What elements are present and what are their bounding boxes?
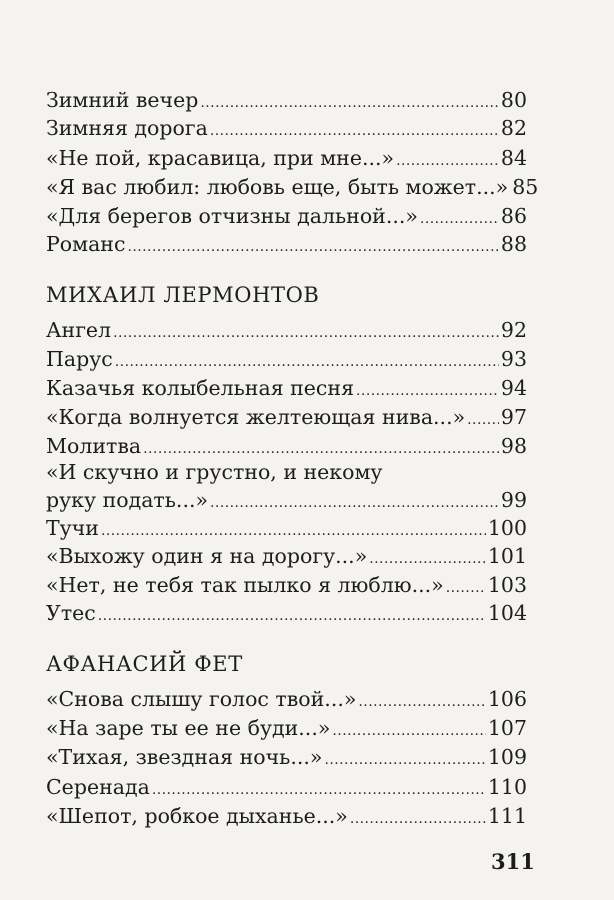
toc-entry-page: 93	[500, 347, 527, 371]
toc-entry	[46, 115, 527, 144]
dot-leader	[396, 148, 499, 174]
dot-leader	[446, 575, 486, 601]
toc-entry-title: Ангел	[46, 318, 112, 342]
toc-entry	[46, 145, 527, 174]
toc-entry-title: «Тихая, звездная ночь...»	[46, 745, 323, 769]
dot-leader	[127, 234, 498, 260]
toc-entry	[46, 433, 527, 462]
toc-entry	[46, 572, 527, 601]
toc-entry-page: 84	[500, 146, 527, 170]
toc-entry	[46, 744, 527, 773]
toc-entry-title: Романс	[46, 232, 126, 256]
toc-entry-title: Утес	[46, 601, 96, 625]
toc-entry-title: «Я вас любил: любовь еще, быть может...»	[46, 175, 509, 199]
dot-leader	[113, 320, 499, 346]
toc-entry-page: 92	[500, 318, 527, 342]
toc-entry-title-line2: руку подать...»	[46, 488, 209, 512]
dot-leader	[98, 603, 486, 629]
toc-entry	[46, 174, 539, 203]
toc-entry-title: Тучи	[46, 516, 99, 540]
toc-entry-page: 111	[487, 804, 527, 828]
toc-entry	[46, 543, 527, 572]
dot-leader	[467, 407, 499, 433]
toc-entry-page: 80	[500, 88, 527, 112]
toc-entry-title: «Для берегов отчизны дальной...»	[46, 204, 418, 228]
toc-entry	[46, 346, 527, 375]
toc-entry	[46, 515, 527, 544]
dot-leader	[101, 518, 486, 544]
dot-leader	[420, 206, 499, 232]
toc-entry	[46, 375, 527, 404]
toc-entry	[46, 231, 527, 260]
toc-entry	[46, 774, 527, 803]
toc-entry-title: «Снова слышу голос твой...»	[46, 687, 357, 711]
toc-entry	[46, 686, 527, 715]
section-heading-fet: АФАНАСИЙ ФЕТ	[46, 652, 243, 676]
toc-entry	[46, 715, 527, 744]
toc-entry	[46, 87, 527, 116]
toc-entry-page: 82	[500, 116, 527, 140]
toc-entry-page: 99	[500, 488, 527, 512]
toc-entry-title: Парус	[46, 347, 113, 371]
dot-leader	[152, 777, 486, 803]
toc-entry-page: 104	[487, 601, 527, 625]
dot-leader	[324, 747, 485, 773]
dot-leader	[332, 718, 485, 744]
toc-entry-title: «Нет, не тебя так пылко я люблю...»	[46, 573, 444, 597]
dot-leader	[210, 118, 499, 144]
dot-leader	[369, 546, 486, 572]
section-heading-lermontov: МИХАИЛ ЛЕРМОНТОВ	[46, 283, 320, 307]
toc-entry-title-line1: «И скучно и грустно, и некому	[46, 460, 383, 484]
dot-leader	[356, 378, 499, 404]
toc-entry-page: 97	[500, 405, 527, 429]
page-number: 311	[491, 849, 535, 874]
toc-entry-page: 85	[512, 175, 539, 199]
toc-entry-title: «Шепот, робкое дыханье...»	[46, 804, 348, 828]
toc-entry-title: Казачья колыбельная песня	[46, 376, 355, 400]
toc-entry-title: «На заре ты ее не буди...»	[46, 716, 331, 740]
toc-entry-page: 103	[487, 573, 527, 597]
toc-entry	[46, 203, 527, 232]
toc-entry-title: «Выхожу один я на дорогу...»	[46, 544, 368, 568]
toc-entry	[46, 487, 527, 516]
toc-entry-page: 100	[487, 516, 527, 540]
toc-entry-page: 86	[500, 204, 527, 228]
dot-leader	[358, 689, 485, 715]
toc-entry-title: «Не пой, красавица, при мне...»	[46, 146, 395, 170]
toc-entry-page: 88	[500, 232, 527, 256]
toc-entry-page: 94	[500, 376, 527, 400]
toc-entry-page: 101	[487, 544, 527, 568]
toc-entry	[46, 317, 527, 346]
toc-entry-page: 107	[487, 716, 527, 740]
dot-leader	[350, 806, 486, 832]
toc-entry-page: 109	[487, 745, 527, 769]
dot-leader	[200, 90, 499, 116]
toc-entry	[46, 600, 527, 629]
toc-entry-title: «Когда волнуется желтеющая нива...»	[46, 405, 466, 429]
toc-entry-title: Зимняя дорога	[46, 116, 208, 140]
dot-leader	[210, 490, 499, 516]
toc-entry-page: 106	[487, 687, 527, 711]
toc-entry-page: 98	[500, 434, 527, 458]
toc-entry-title: Серенада	[46, 775, 150, 799]
toc-entry	[46, 404, 527, 433]
toc-entry-title: Зимний вечер	[46, 88, 199, 112]
toc-entry	[46, 803, 527, 832]
toc-entry-page: 110	[487, 775, 527, 799]
toc-entry-title: Молитва	[46, 434, 142, 458]
dot-leader	[115, 349, 499, 375]
